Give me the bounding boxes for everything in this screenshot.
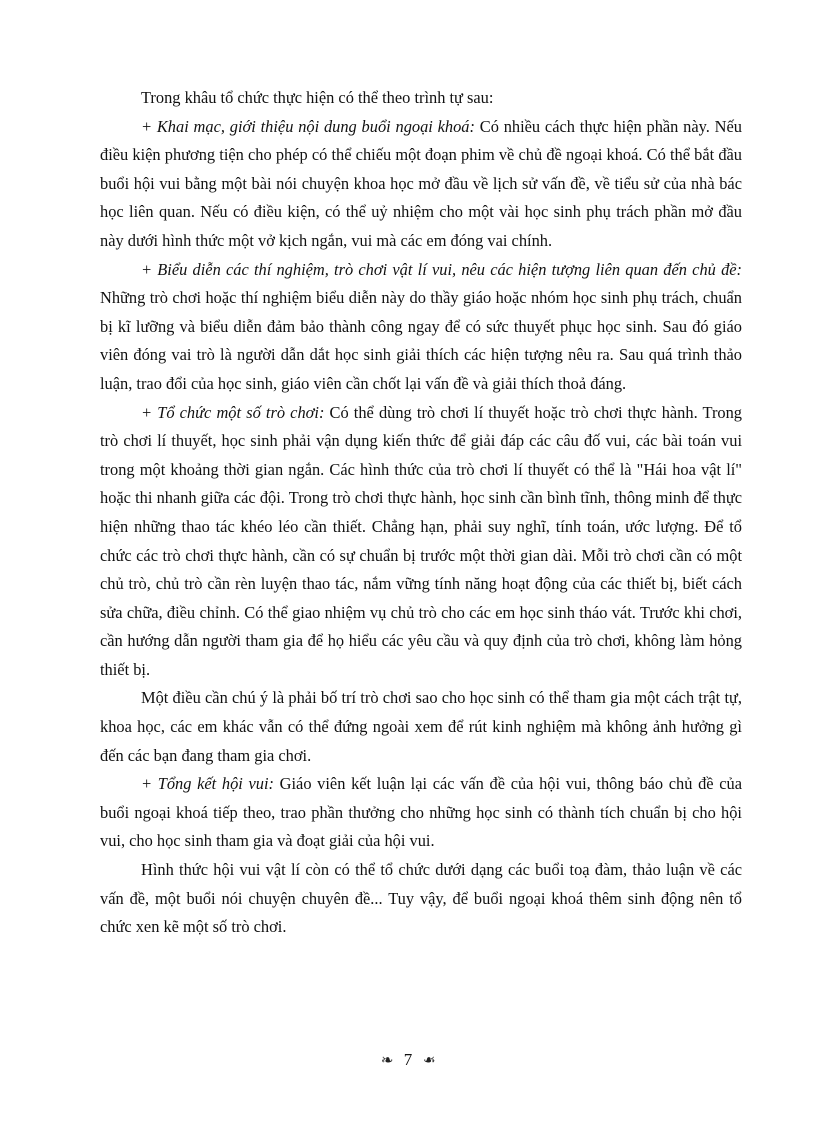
paragraph-demonstrations xyxy=(100,256,742,399)
body-text xyxy=(100,84,742,942)
paragraph-text: Giáo viên kết luận lại các vấn đề của hội vui, thông báo chủ đề của buổi ngoại khoá tiếp theo, trao phần thưởng cho những học sinh có thành tích chuẩn bị cho hội vui, cho học sinh tham gia và đoạt giải của hội vui. xyxy=(100,774,743,851)
paragraph-text: Có thể dùng trò chơi lí thuyết hoặc trò chơi thực hành. Trong trò chơi lí thuyết, học sinh phải vận dụng kiến thức để giải đáp các câu đố vui, các bài toán vui trong một khoảng thời gian ngắn. Các hình thức của trò chơi lí thuyết có thể là "Hái hoa vật lí" hoặc thi nhanh giữa các đội. Trong trò chơi thực hành, học sinh cần bình tĩnh, thông minh để thực hiện những thao tác khéo léo cần thiết. Chẳng hạn, phải suy nghĩ, tính toán, ước lượng. Để tổ chức các trò chơi thực hành, cần có sự chuẩn bị trước một thời gian dài. Mỗi trò chơi cần có một chủ trò, chủ trò cần rèn luyện thao tác, nắm vững tính năng hoạt động của các thiết bị, biết cách sửa chữa, điều chỉnh. Có thể giao nhiệm vụ chủ trò cho các em học sinh tháo vát. Trước khi chơi, cần hướng dẫn người tham gia để họ hiểu các yêu cầu và quy định của trò chơi, không làm hỏng thiết bị. xyxy=(100,402,742,679)
paragraph-text: Những trò chơi hoặc thí nghiệm biểu diễn này do thầy giáo hoặc nhóm học sinh phụ trách, chuẩn bị kĩ lưỡng và biểu diễn đảm bảo thành công ngay để có sức thuyết phục học sinh. Sau đó giáo viên đóng vai trò là người dẫn dắt học sinh giải thích các hiện tượng nêu ra. Sau quá trình thảo luận, trao đổi của học sinh, giáo viên cần chốt lại vấn đề và giải thích thoả đáng. xyxy=(100,288,742,393)
paragraph-conclusion: Hình thức hội vui vật lí còn có thể tổ chức dưới dạng các buổi toạ đàm, thảo luận về các vấn đề, một buổi nói chuyện chuyên đề... Tuy vậy, để buổi ngoại khoá thêm sinh động nên tổ chức xen kẽ một số trò chơi. xyxy=(100,860,742,937)
paragraph-arrangement-note: Một điều cần chú ý là phải bố trí trò chơi sao cho học sinh có thể tham gia một cách trật tự, khoa học, các em khác vẫn có thể đứng ngoài xem để rút kinh nghiệm mà không ảnh hưởng gì đến các bạn đang tham gia chơi. xyxy=(100,688,742,765)
paragraph-games xyxy=(100,399,742,685)
left-ornament-icon: ❧ xyxy=(380,1053,394,1069)
paragraph-intro: Trong khâu tổ chức thực hiện có thể theo trình tự sau: xyxy=(141,88,494,107)
paragraph-text: Có nhiều cách thực hiện phần này. Nếu điều kiện phương tiện cho phép có thể chiếu một đoạn phim về chủ đề ngoại khoá. Có thể bắt đầu buổi hội vui bằng một bài nói chuyện khoa học mở đầu về lịch sử vấn đề, về tiểu sử của nhà bác học liên quan. Nếu có điều kiện, có thể uỷ nhiệm cho một vài học sinh phụ trách phần mở đầu này dưới hình thức một vở kịch ngắn, vui mà các em đóng vai chính. xyxy=(100,116,742,250)
paragraph-opening xyxy=(100,113,742,256)
paragraph-label: + Tổng kết hội vui: xyxy=(141,774,274,794)
page-footer xyxy=(0,1050,816,1070)
right-ornament-icon: ❧ xyxy=(422,1053,436,1069)
paragraph-label: + Tổ chức một số trò chơi: xyxy=(141,402,325,422)
paragraph-label: + Khai mạc, giới thiệu nội dung buổi ngoại khoá: xyxy=(141,116,475,136)
page-number: 7 xyxy=(403,1050,413,1069)
paragraph-label: + Biểu diễn các thí nghiệm, trò chơi vật lí vui, nêu các hiện tượng liên quan đến chủ đề: xyxy=(141,259,742,279)
paragraph-summary xyxy=(100,770,742,856)
